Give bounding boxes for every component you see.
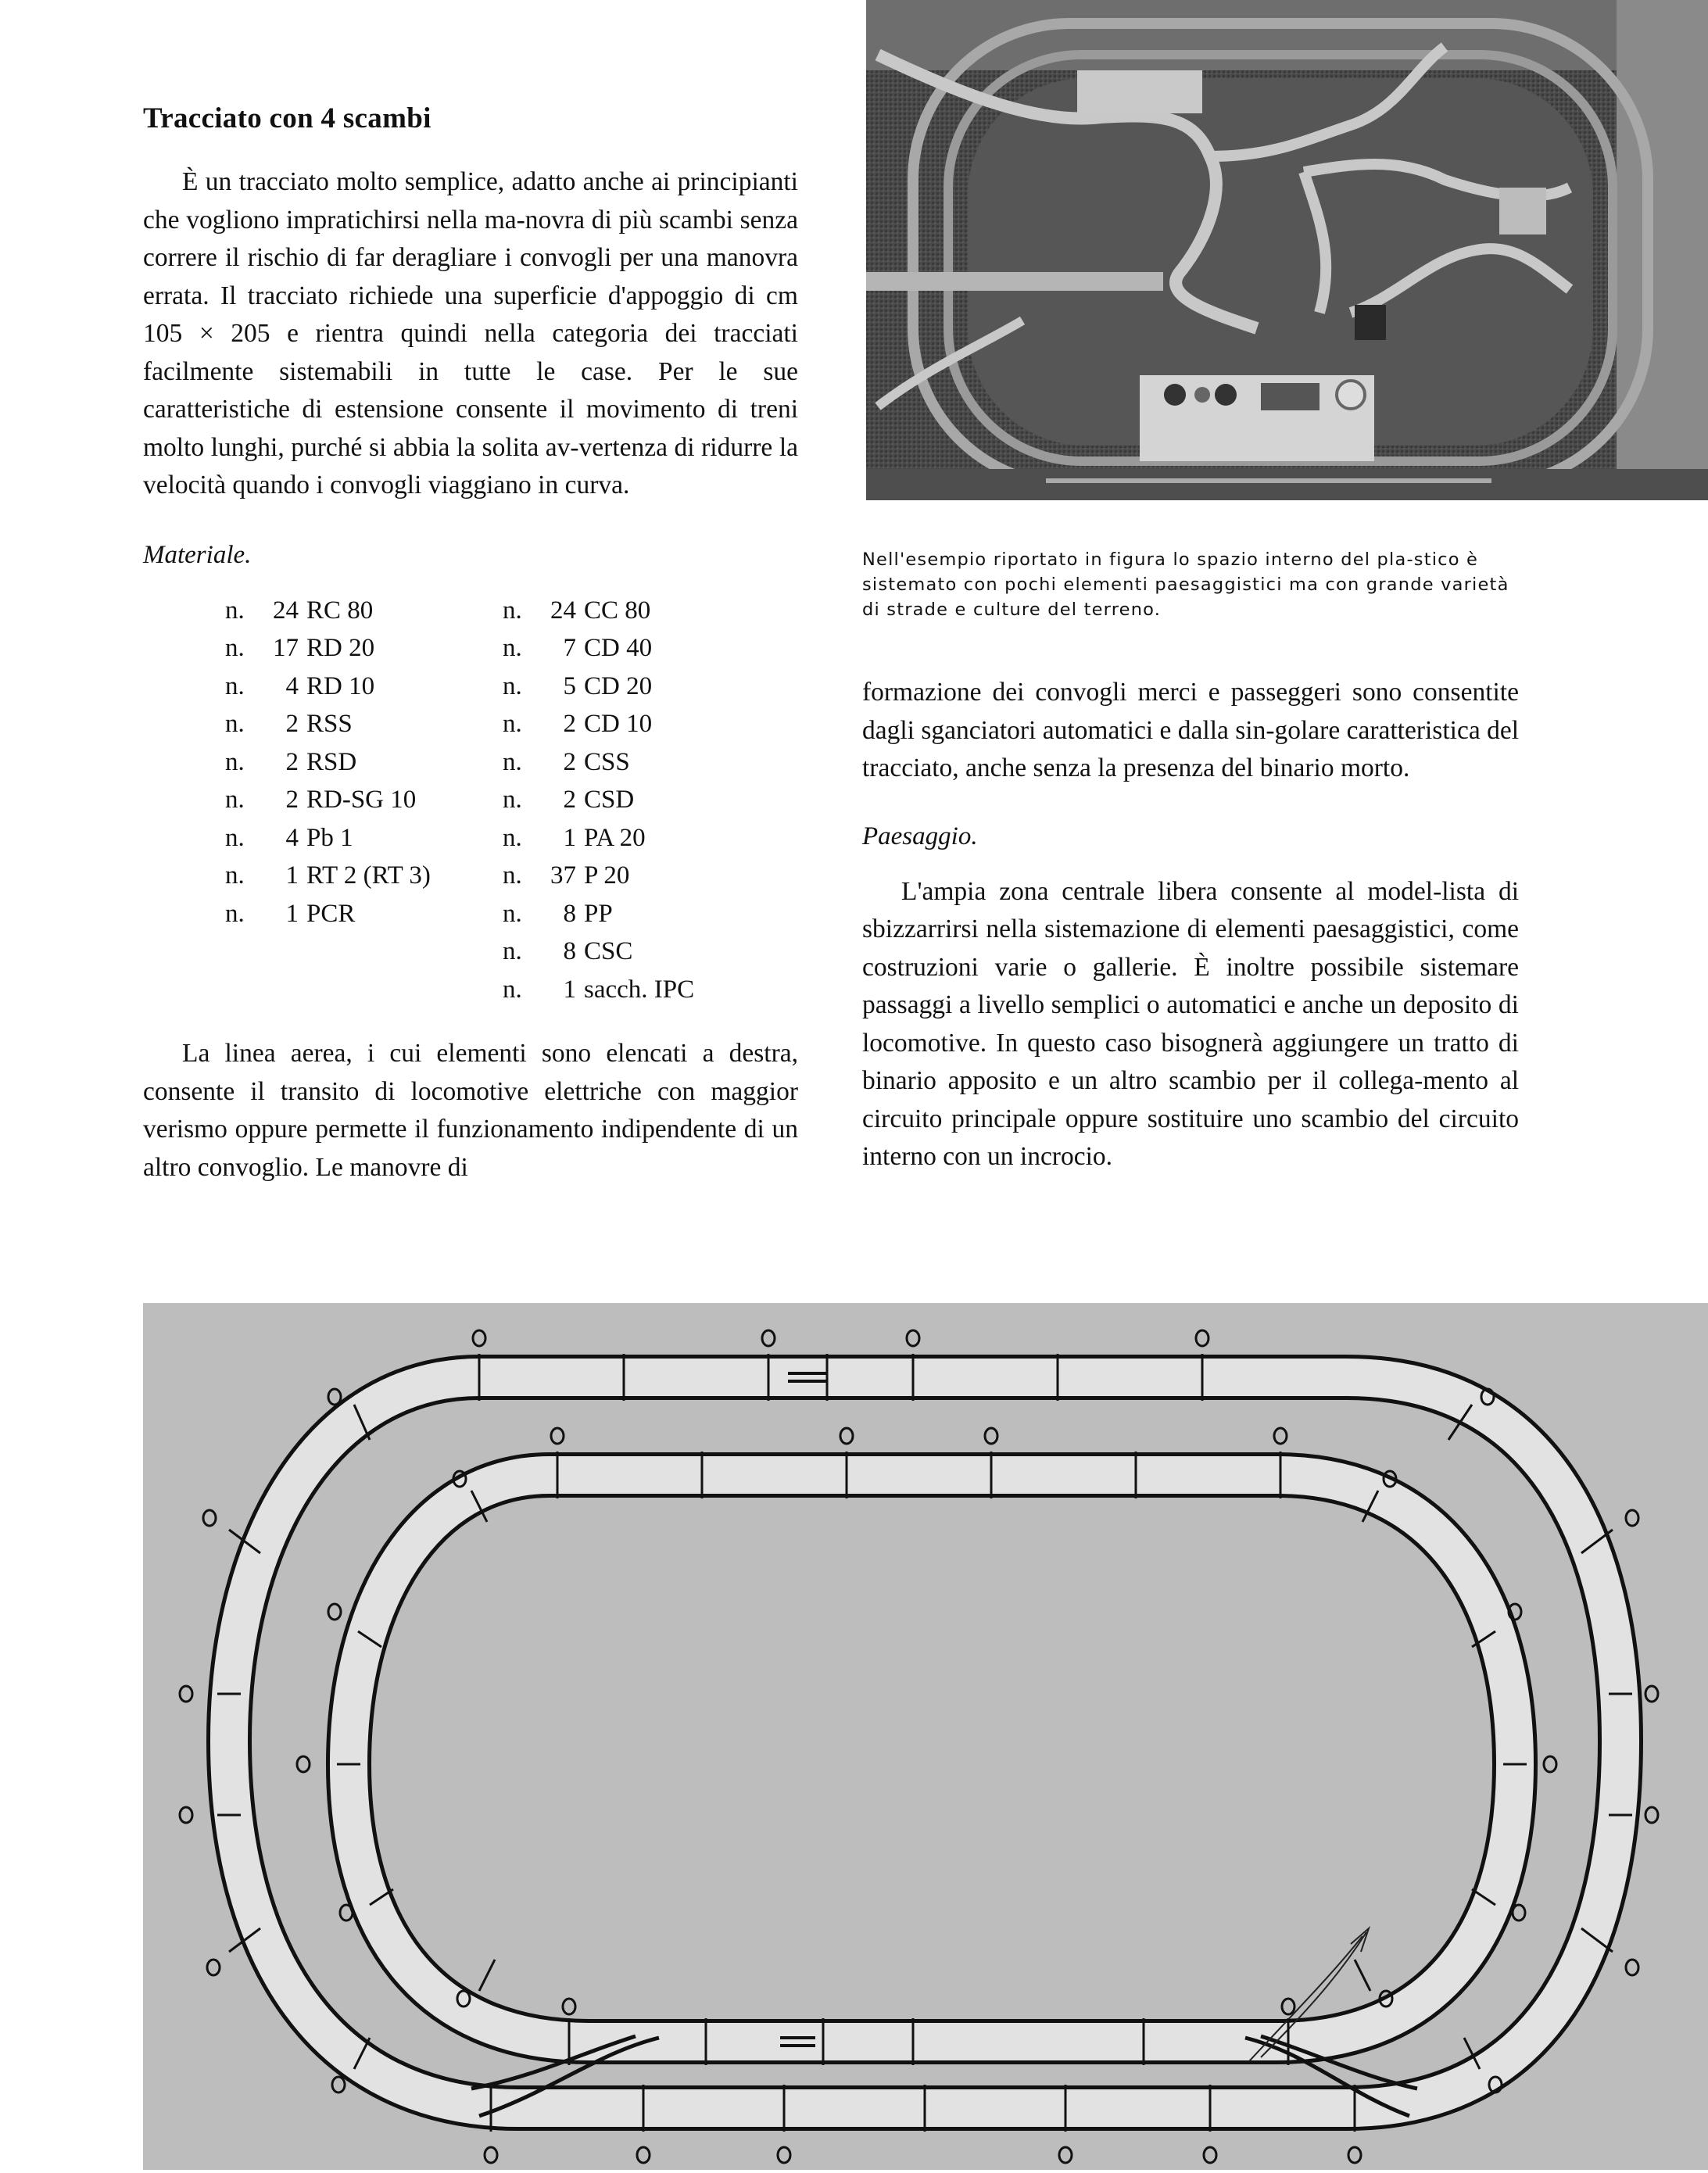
material-quantity: 4 [285,671,299,700]
material-code: P 20 [584,861,630,890]
catenary-pole-icon [1059,2147,1072,2163]
material-prefix: n. [225,634,245,662]
catenary-pole-icon [1544,1756,1556,1772]
materials-right-column [503,592,753,1009]
catenary-pole-icon [551,1428,564,1444]
material-code: CC 80 [584,596,651,625]
material-code: CSS [584,747,630,776]
material-code: PA 20 [584,823,646,852]
material-quantity: 2 [285,747,299,776]
track-joint [479,1960,495,1991]
material-item [503,895,753,933]
catenary-pole-icon [203,1510,216,1526]
material-quantity: 8 [563,899,576,928]
catenary-pole-icon [762,1330,775,1346]
catenary-pole-icon [180,1686,192,1702]
material-code: CSD [584,786,635,814]
material-item [225,743,503,782]
catenary-pole-icon [1645,1807,1658,1823]
material-prefix: n. [503,596,522,625]
material-code: PP [584,899,613,928]
material-item [225,819,503,857]
catenary-pole-icon [328,1389,341,1405]
material-code: Pb 1 [306,823,353,852]
material-item [503,668,753,706]
material-item [503,705,753,743]
catenary-pole-icon [1626,1960,1638,1975]
material-prefix: n. [503,747,522,776]
catenary-pole-icon [332,2077,345,2092]
layout-photo-image [866,0,1708,500]
catenary-pole-icon [637,2147,650,2163]
material-quantity: 24 [273,596,299,625]
material-item [225,629,503,668]
catenary-pole-icon [328,1604,341,1620]
material-quantity: 8 [563,937,576,965]
catenary-pole-icon [1274,1428,1287,1444]
landscape-paragraph: L'ampia zona centrale libera consente al model-lista di sbizzarrirsi nella sistemazione di elementi paesaggistici, come costruzioni varie o gallerie. È inoltre possibile sistemare passaggi a livello semplici o automatici e anche un deposito di locomotive. In questo caso bisognerà aggiungere un tratto di binario apposito e un altro scambio per il collega-mento al circuito principale oppure sostituire uno scambio del circuito interno con un incrocio. [862,876,1519,1171]
catenary-pole-icon [778,2147,790,2163]
catenary-pole-icon [985,1428,997,1444]
material-quantity: 7 [563,634,576,662]
material-code: RD 20 [306,634,375,662]
material-prefix: n. [225,899,245,928]
catenary-pole-icon [1348,2147,1361,2163]
track-joint [1355,1960,1370,1991]
right-column [862,547,1519,1176]
photo-caption: Nell'esempio riportato in figura lo spazio interno del pla-stico è sistemato con pochi elementi paesaggistici ma con grande varietà di strade e culture del terreno. [862,550,1509,620]
material-item [503,592,753,630]
material-quantity: 4 [285,823,299,852]
catenary-pole-icon [1645,1686,1658,1702]
material-item [503,857,753,895]
material-prefix: n. [503,671,522,700]
catenary-pole-icon [563,1999,575,2014]
catenary-pole-icon [340,1905,353,1921]
catenary-pole-icon [1282,1999,1294,2014]
material-prefix: n. [225,823,245,852]
article-title: Tracciato con 4 scambi [143,102,431,134]
material-item [503,629,753,668]
material-prefix: n. [503,861,522,890]
inner-loop [349,1475,1515,2042]
catenary-pole-icon [207,1960,220,1975]
material-prefix: n. [225,786,245,814]
material-item [225,705,503,743]
material-code: CD 20 [584,671,653,700]
material-quantity: 2 [563,710,576,738]
material-quantity: 1 [563,975,576,1004]
material-item [225,895,503,933]
material-prefix: n. [503,937,522,965]
material-item [503,819,753,857]
material-code: RC 80 [306,596,374,625]
material-quantity: 5 [563,671,576,700]
material-prefix: n. [503,899,522,928]
material-item [503,781,753,819]
material-prefix: n. [225,671,245,700]
catenary-pole-icon [907,1330,919,1346]
material-code: sacch. IPC [584,975,695,1004]
track-plan [143,1303,1708,2170]
catenary-pole-icon [485,2147,497,2163]
track-diagram [143,1303,1708,2170]
material-quantity: 2 [563,747,576,776]
intro-paragraph: È un tracciato molto semplice, adatto anche ai principianti che vogliono impratichirsi nella ma-novra di più scambi senza correre il rischio di far deragliare i convogli per una manovra errata. Il tracciato richiede una superficie d'appoggio di cm 105 × 205 e rientra quindi nella categoria dei tracciati facilmente sistemabili in tutte le case. Per le sue caratteristiche di estensione consente il movimento di treni molto lunghi, purché si abbia la solita av-vertenza di ridurre la velocità quando i convogli viaggiano in curva. [143,167,798,499]
material-quantity: 37 [550,861,576,890]
material-quantity: 1 [285,899,299,928]
material-item [225,857,503,895]
material-item [503,933,753,971]
material-quantity: 2 [563,786,576,814]
catenary-pole-icon [840,1428,853,1444]
material-code: CD 40 [584,634,653,662]
material-item [225,592,503,630]
material-item [225,668,503,706]
landscape-heading: Paesaggio. [862,822,978,850]
material-prefix: n. [225,596,245,625]
material-code: CSC [584,937,633,965]
materials-left-column [225,592,503,1009]
layout-photo [866,0,1708,500]
material-code: RD-SG 10 [306,786,417,814]
material-code: RD 10 [306,671,375,700]
catenary-pole-icon [473,1330,485,1346]
catenary-pole-icon [1196,1330,1208,1346]
materials-list [225,592,798,1009]
material-quantity: 2 [285,786,299,814]
material-quantity: 24 [550,596,576,625]
material-quantity: 2 [285,710,299,738]
material-item [503,743,753,782]
catenary-pole-icon [1513,1905,1525,1921]
material-item [503,971,753,1009]
material-prefix: n. [225,747,245,776]
material-prefix: n. [503,710,522,738]
material-prefix: n. [225,710,245,738]
catenary-pole-icon [297,1756,310,1772]
overhead-line-paragraph: La linea aerea, i cui elementi sono elencati a destra, consente il transito di locomotive elettriche con maggior verismo oppure permette il funzionamento indipendente di un altro convoglio. Le manovre di [143,1039,798,1182]
materials-heading: Materiale. [143,540,252,569]
material-prefix: n. [503,975,522,1004]
material-prefix: n. [503,634,522,662]
material-item [225,781,503,819]
material-prefix: n. [503,786,522,814]
material-code: CD 10 [584,710,653,738]
material-quantity: 1 [285,861,299,890]
material-prefix: n. [225,861,245,890]
material-code: RT 2 (RT 3) [306,861,431,890]
material-quantity: 17 [273,634,299,662]
left-column [143,102,798,1187]
catenary-pole-icon [1204,2147,1216,2163]
material-quantity: 1 [563,823,576,852]
material-code: RSS [306,710,353,738]
material-prefix: n. [503,823,522,852]
continuation-paragraph: formazione dei convogli merci e passeggeri sono consentite dagli sganciatori automatici e dalla sin-golare caratteristica del tracciato, anche senza la presenza del binario morto. [862,678,1519,782]
material-code: PCR [306,899,356,928]
material-code: RSD [306,747,357,776]
catenary-pole-icon [1626,1510,1638,1526]
catenary-pole-icon [180,1807,192,1823]
